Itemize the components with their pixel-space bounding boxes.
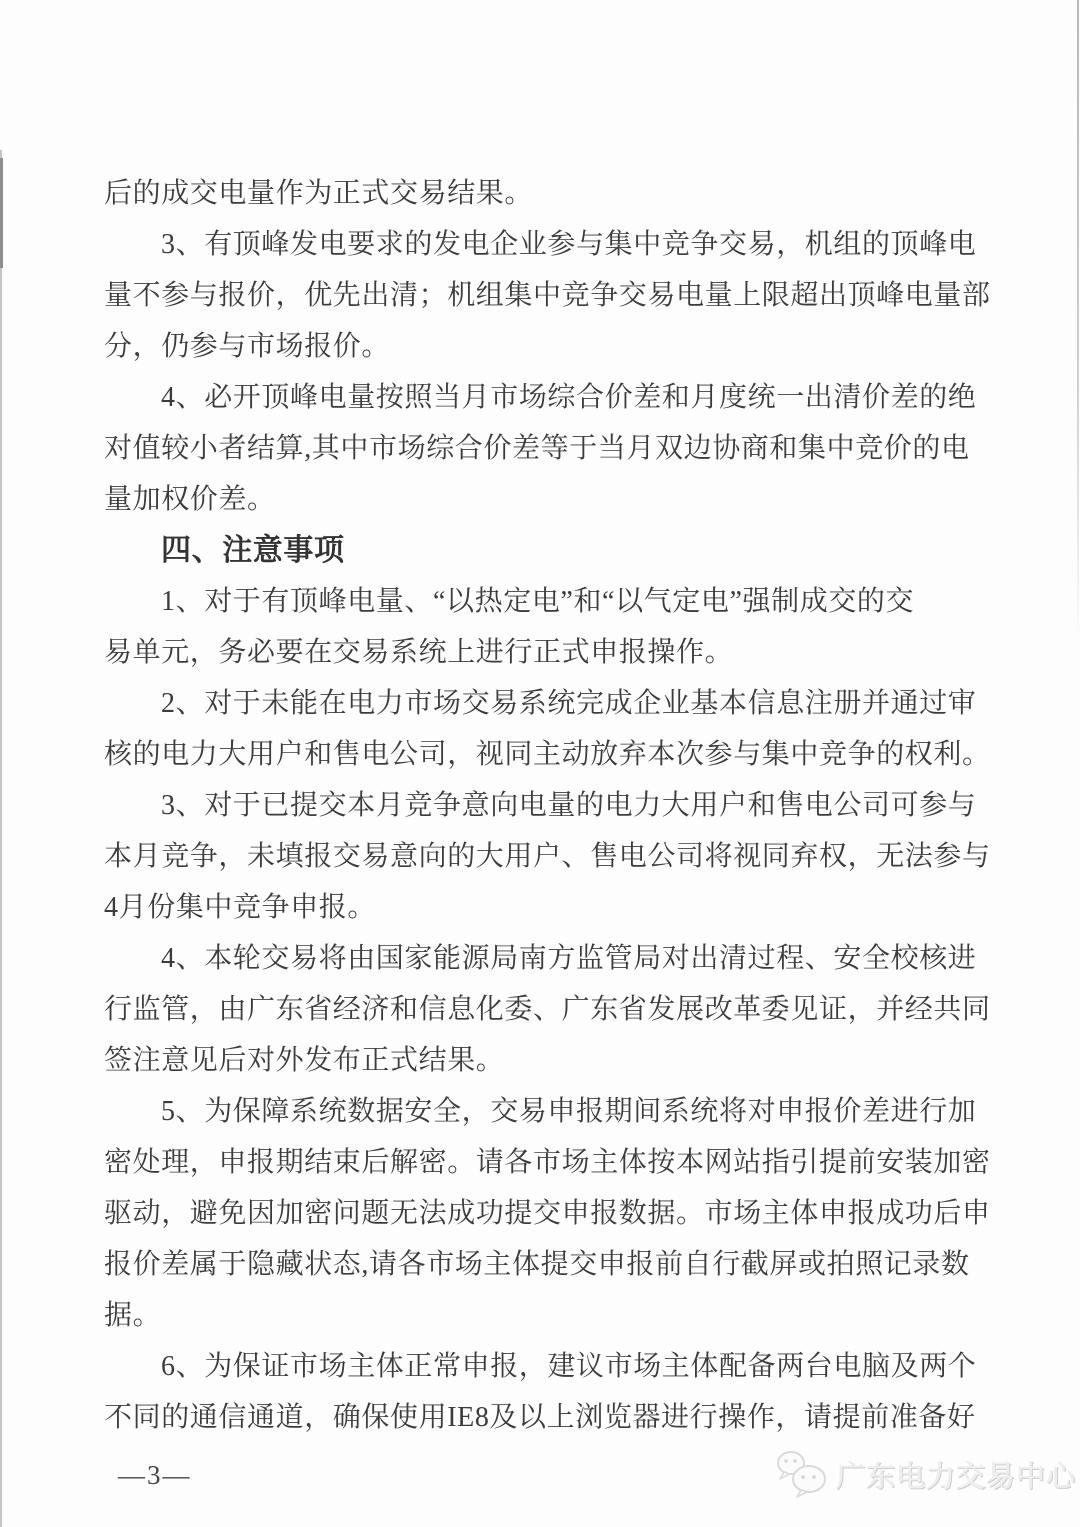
body-line: 4、必开顶峰电量按照当月市场综合价差和月度统一出清价差的绝 [161,382,977,413]
body-line: 2、对于未能在电力市场交易系统完成企业基本信息注册并通过审 [161,688,977,719]
body-line: 报价差属于隐藏状态,请各市场主体提交申报前自行截屏或拍照记录数 [104,1249,970,1280]
document-body [104,168,1010,1443]
body-line: 据。 [104,1300,162,1331]
scan-edge-artifact-left-dark [0,158,3,268]
body-line: 4、本轮交易将由国家能源局南方监管局对出清过程、安全校核进 [161,943,977,974]
body-line: 后的成交电量作为正式交易结果。 [104,178,534,209]
body-line: 3、对于已提交本月竞争意向电量的电力大用户和售电公司可参与 [161,790,977,821]
body-line: 行监管，由广东省经济和信息化委、广东省发展改革委见证，并经共同 [104,994,991,1025]
page-number: —3— [118,1460,192,1490]
body-line: 3、有顶峰发电要求的发电企业参与集中竞争交易，机组的顶峰电 [161,229,977,260]
body-line: 4月份集中竞争申报。 [104,892,377,923]
watermark-label: 广东电力交易中心 [836,1460,1077,1493]
body-line: 密处理，申报期结束后解密。请各市场主体按本网站指引提前安装加密 [104,1147,991,1178]
body-line: 量加权价差。 [104,484,276,515]
body-line: 5、为保障系统数据安全，交易申报期间系统将对申报价差进行加 [161,1096,977,1127]
wechat-icon [776,1450,828,1498]
body-line: 1、对于有顶峰电量、“以热定电”和“以气定电”强制成交的交 [161,586,915,617]
body-line: 驱动，避免因加密问题无法成功提交申报数据。市场主体申报成功后申 [104,1198,991,1229]
body-line: 不同的通信通道，确保使用IE8及以上浏览器进行操作，请提前准备好 [104,1402,976,1433]
body-line: 对值较小者结算,其中市场综合价差等于当月双边协商和集中竞价的电 [104,433,970,464]
body-line: 6、为保证市场主体正常申报，建议市场主体配备两台电脑及两个 [161,1351,977,1382]
body-line: 签注意见后对外发布正式结果。 [104,1045,505,1076]
body-line: 核的电力大用户和售电公司，视同主动放弃本次参与集中竞争的权利。 [104,739,991,770]
body-line: 本月竞争，未填报交易意向的大用户、售电公司将视同弃权，无法参与 [104,841,991,872]
body-line: 量不参与报价，优先出清；机组集中竞争交易电量上限超出顶峰电量部 [104,280,991,311]
body-line: 分，仍参与市场报价。 [104,331,391,362]
body-line: 易单元，务必要在交易系统上进行正式申报操作。 [104,637,734,668]
section-heading: 四、注意事项 [161,534,345,567]
scan-edge-artifact-right [1077,0,1079,640]
scan-edge-artifact-left [0,150,2,1527]
watermark [776,1450,1076,1498]
